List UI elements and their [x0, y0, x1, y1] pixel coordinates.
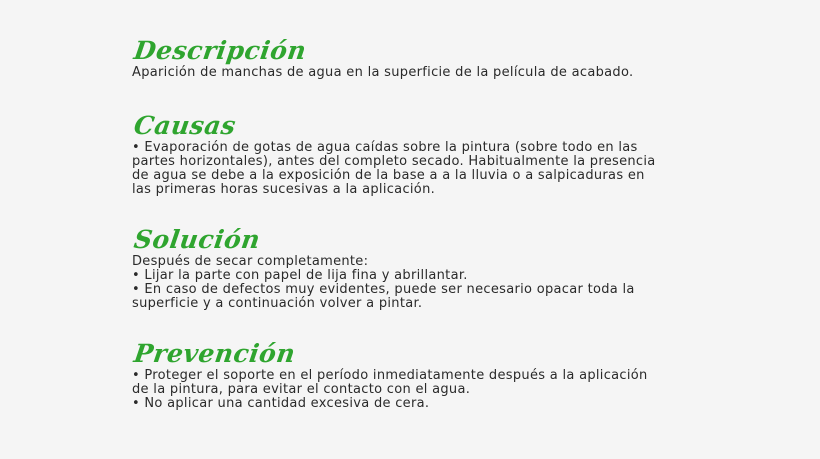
section-body-prevencion: • Proteger el soporte en el período inmediatamente después a la aplicación de la pintura, para evitar el contacto con el agua. • No aplicar una cantidad excesiva de cera.	[132, 368, 648, 411]
section-solucion	[132, 225, 635, 311]
section-body-solucion: Después de secar completamente: • Lijar la parte con papel de lija fina y abrillantar. • En caso de defectos muy evidentes, puede ser necesario opacar toda la superficie y a continuación volver a pintar.	[132, 254, 635, 311]
section-body-descripcion: Aparición de manchas de agua en la superficie de la película de acabado.	[132, 65, 634, 80]
section-heading-causas: Causas	[132, 111, 238, 140]
section-heading-descripcion: Descripción	[132, 36, 309, 65]
section-descripcion	[132, 36, 633, 80]
section-heading-prevencion: Prevención	[132, 339, 298, 368]
section-causas	[132, 111, 656, 197]
section-prevencion	[132, 339, 648, 411]
section-body-causas: • Evaporación de gotas de agua caídas sobre la pintura (sobre todo en las partes horizontales), antes del completo secado. Habitualmente la presencia de agua se debe a la exposición de la base a a la lluvia o a salpicaduras en las primeras horas sucesivas a la aplicación.	[132, 140, 656, 197]
section-heading-solucion: Solución	[132, 225, 263, 254]
